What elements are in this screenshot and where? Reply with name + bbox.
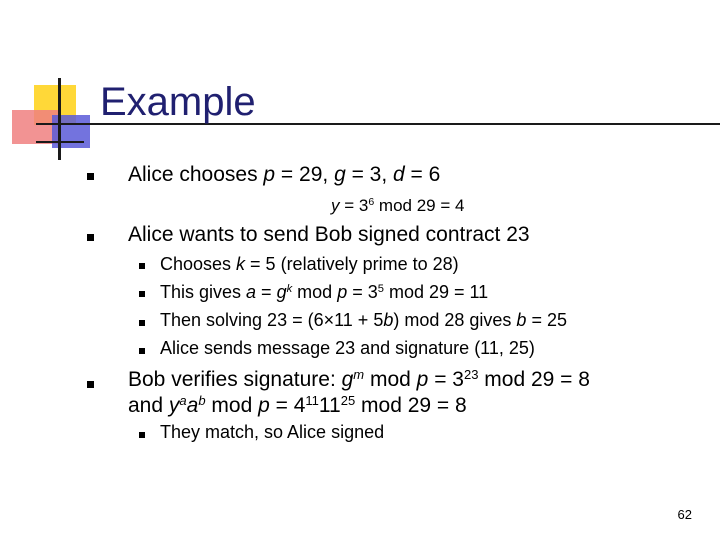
sub-bullet-chooses-k: Chooses k = 5 (relatively prime to 28) xyxy=(160,254,459,274)
bullet-bob-verifies-line2: and $y^aa^b$ mod $p = 4^{11}11^{25}$ mod 29 = 8 xyxy=(128,392,467,417)
sub-bullet-marker xyxy=(139,263,145,269)
bullet-alice-chooses: Alice chooses p = 29, g = 3, d = 6 xyxy=(128,163,441,186)
logo-lower-line xyxy=(36,141,84,143)
sub-bullet-this-gives: This gives $a = g^k$ mod $p = 3^5$ mod 29 = 11 xyxy=(160,282,489,302)
sub-bullet-alice-sends: Alice sends message 23 and signature (11, 25) xyxy=(160,338,535,358)
bullet-alice-wants: Alice wants to send Bob signed contract 23 xyxy=(128,223,530,246)
bullet-marker xyxy=(87,381,94,388)
sub-bullet-then-solving: Then solving 23 = (6×11 + 5b) mod 28 gives b = 25 xyxy=(160,310,567,330)
sub-bullet-marker xyxy=(139,432,145,438)
logo-vertical-line xyxy=(58,78,61,160)
bullet-marker xyxy=(87,234,94,241)
bullet-marker xyxy=(87,173,94,180)
sub-bullet-marker xyxy=(139,348,145,354)
page-number: 62 xyxy=(677,507,692,522)
sub-bullet-marker xyxy=(139,291,145,297)
sub-bullet-marker xyxy=(139,320,145,326)
bullet-bob-verifies: Bob verifies signature: $g^m$ mod $p = 3^{23}$ mod 29 = 8 xyxy=(128,366,590,391)
slide-title: Example xyxy=(100,80,256,124)
sub-bullet-they-match: They match, so Alice signed xyxy=(160,422,385,442)
y-equation: $y = 3^6$ mod 29 = 4 xyxy=(331,196,465,215)
